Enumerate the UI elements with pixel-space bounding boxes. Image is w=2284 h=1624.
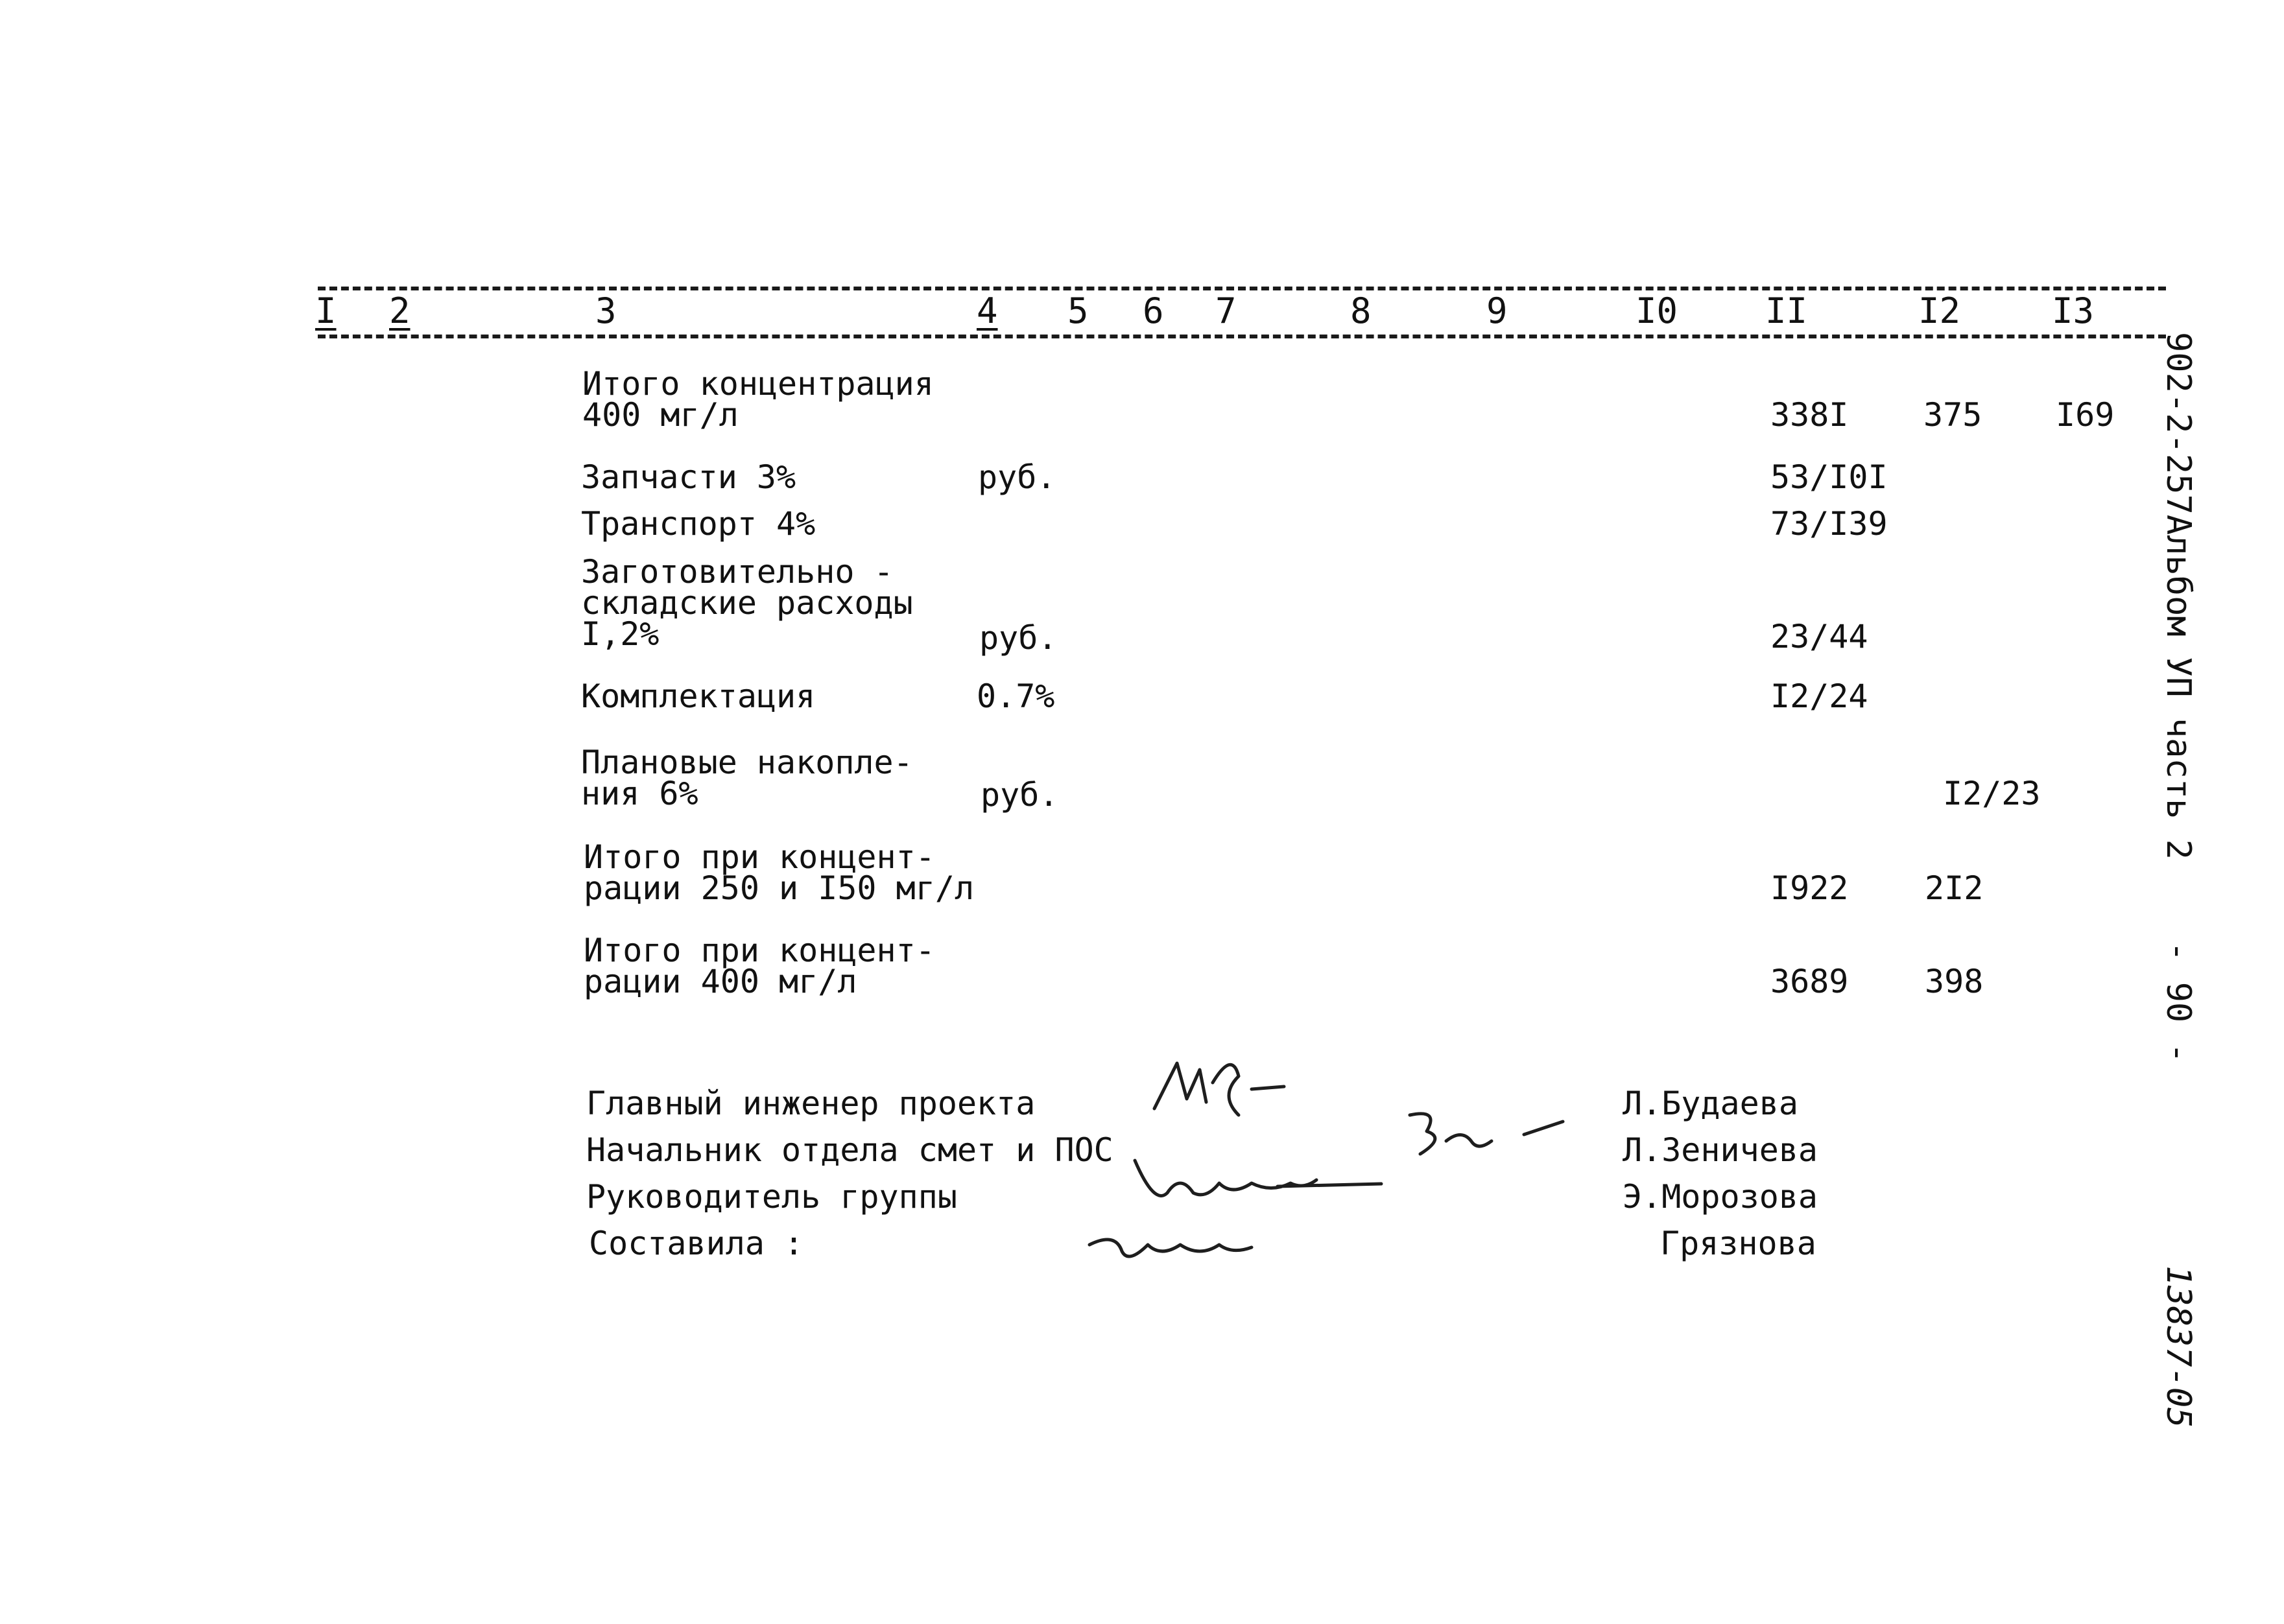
col-header-3: 3 (595, 290, 617, 331)
row-label-line: Итого концентрация (582, 365, 934, 403)
col-header-4: 4 (977, 290, 998, 331)
row-label-line: ния 6% (581, 775, 698, 812)
row-label-line: рации 400 мг/л (584, 963, 857, 1000)
cell-col-12: 2I2 (1925, 869, 1984, 907)
row-label-line: I,2% (581, 615, 660, 653)
col-header-7: 7 (1215, 290, 1237, 331)
col-header-12: I2 (1918, 290, 1961, 331)
cell-col-11: 73/I39 (1770, 505, 1888, 543)
header-bottom-rule (318, 335, 2166, 338)
cell-col-12: I2/23 (1943, 775, 2041, 812)
signatory-role: Составила : (589, 1225, 804, 1262)
row-label-line: Транспорт 4% (581, 505, 816, 543)
signatory-role: Руководитель группы (586, 1178, 957, 1216)
col-header-5: 5 (1067, 290, 1089, 331)
cell-col-12: 398 (1925, 963, 1984, 1000)
row-label-line: Запчасти 3% (581, 458, 796, 496)
cell-col-11: 338I (1770, 396, 1849, 434)
signatory-role: Начальник отдела смет и ПОС (586, 1131, 1113, 1169)
cell-col-12: 375 (1923, 396, 1982, 434)
col-header-1: I (315, 290, 337, 331)
cell-unit: руб. (978, 458, 1056, 496)
cell-unit: руб. (981, 776, 1059, 814)
signatory-name: Грязнова (1660, 1225, 1816, 1262)
row-label-line: 400 мг/л (582, 396, 739, 434)
margin-page-number: - 90 - (2159, 941, 2198, 1063)
row-label-line: Итого при концент- (584, 838, 935, 876)
signatory-name: Л.Будаева (1623, 1085, 1798, 1122)
cell-col-11: I922 (1770, 869, 1849, 907)
row-label-line: рации 250 и I50 мг/л (584, 869, 975, 907)
col-header-9: 9 (1486, 290, 1508, 331)
cell-col-13: I69 (2056, 396, 2115, 434)
signatory-role: Главный инженер проекта (586, 1085, 1036, 1122)
margin-doc-code: 902-2-257Альбом УП часть 2 (2159, 332, 2198, 860)
handwritten-signature-3 (1122, 1147, 1394, 1219)
col-header-8: 8 (1350, 290, 1372, 331)
row-label-line: Плановые накопле- (581, 744, 913, 781)
col-header-6: 6 (1143, 290, 1164, 331)
row-label-line: Комплектация (581, 677, 816, 715)
row-label-line: Заготовительно - (581, 553, 894, 591)
handwritten-signature-1 (1141, 1037, 1297, 1128)
col-header-11: II (1765, 290, 1808, 331)
col-header-13: I3 (2052, 290, 2095, 331)
signatory-name: Э.Морозова (1623, 1178, 1818, 1216)
row-label-line: складские расходы (581, 584, 913, 622)
col-header-10: I0 (1636, 290, 1678, 331)
row-label-line: Итого при концент- (584, 932, 935, 969)
cell-col-11: 3689 (1770, 963, 1849, 1000)
margin-sheet-code: 13837-05 (2159, 1265, 2198, 1428)
cell-col-11: I2/24 (1770, 677, 1868, 715)
col-header-2: 2 (389, 290, 410, 331)
signatory-name: Л.Зеничева (1623, 1131, 1818, 1169)
cell-col-11: 23/44 (1770, 618, 1868, 655)
handwritten-signature-2 (1401, 1102, 1582, 1173)
cell-col-11: 53/I0I (1770, 458, 1888, 496)
cell-unit: руб. (979, 619, 1058, 657)
cell-unit: 0.7% (977, 677, 1055, 715)
handwritten-signature-4 (1077, 1219, 1271, 1277)
